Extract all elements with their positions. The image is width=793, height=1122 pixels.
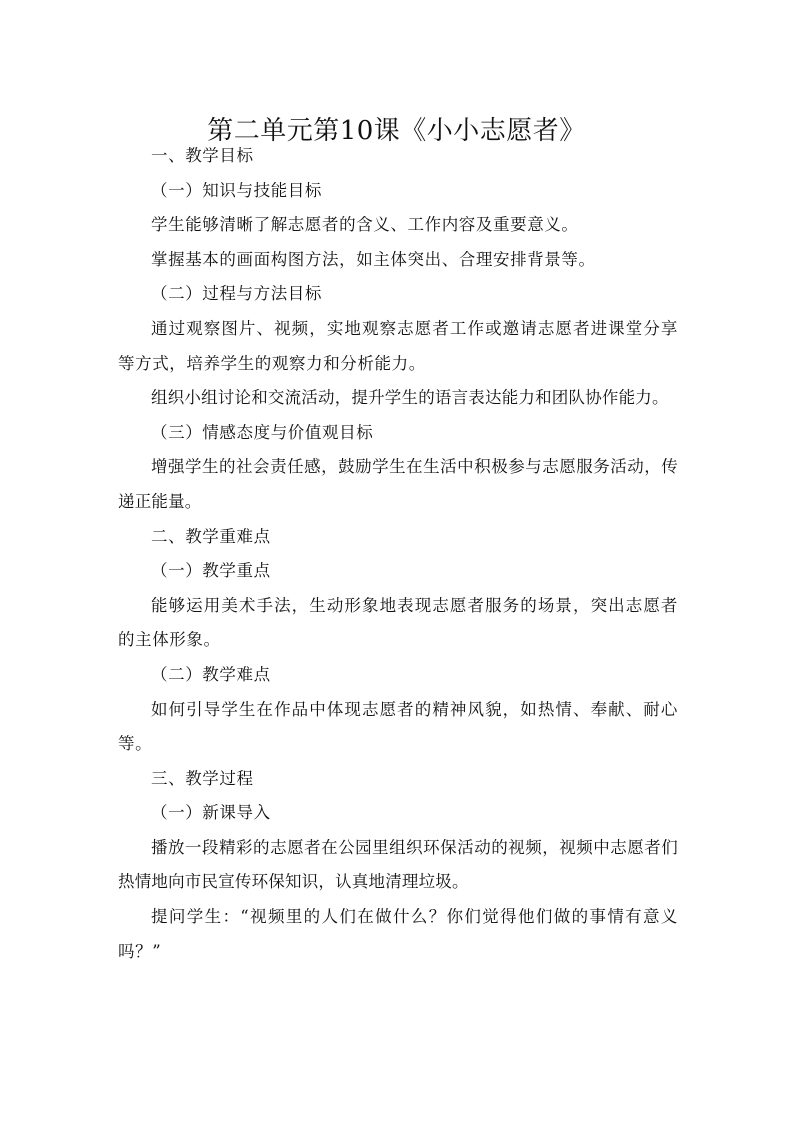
body-paragraph: 通过观察图片、视频，实地观察志愿者工作或邀请志愿者进课堂分享等方式，培养学生的观察力和分析能力。 xyxy=(118,318,678,373)
section-heading: 三、教学过程 xyxy=(151,768,254,788)
subsection-heading: （二）教学难点 xyxy=(151,664,271,684)
section-heading: 一、教学目标 xyxy=(151,146,254,165)
body-paragraph: 掌握基本的画面构图方法，如主体突出、合理安排背景等。 xyxy=(151,249,596,269)
body-paragraph: 增强学生的社会责任感，鼓励学生在生活中积极参与志愿服务活动，传递正能量。 xyxy=(118,457,678,511)
subsection-heading: （一）教学重点 xyxy=(151,561,271,581)
body-paragraph: 提问学生：“视频里的人们在做什么？你们觉得他们做的事情有意义吗？” xyxy=(118,907,678,961)
document-body xyxy=(118,139,678,969)
section-heading: 二、教学重难点 xyxy=(151,526,271,546)
body-paragraph: 能够运用美术手法，生动形象地表现志愿者服务的场景，突出志愿者的主体形象。 xyxy=(118,595,678,650)
document-title: 第二单元第10课《小小志愿者》 xyxy=(207,116,586,147)
subsection-heading: （一）新课导入 xyxy=(151,803,271,823)
subsection-heading: （三）情感态度与价值观目标 xyxy=(151,422,374,442)
subsection-heading: （二）过程与方法目标 xyxy=(151,284,322,304)
body-paragraph: 如何引导学生在作品中体现志愿者的精神风貌，如热情、奉献、耐心等。 xyxy=(118,699,678,754)
body-paragraph: 组织小组讨论和交流活动，提升学生的语言表达能力和团队协作能力。 xyxy=(151,388,669,408)
body-paragraph: 学生能够清晰了解志愿者的含义、工作内容及重要意义。 xyxy=(151,215,579,235)
subsection-heading: （一）知识与技能目标 xyxy=(151,180,322,200)
body-paragraph: 播放一段精彩的志愿者在公园里组织环保活动的视频，视频中志愿者们热情地向市民宣传环保知识，认真地清理垃圾。 xyxy=(118,837,678,892)
